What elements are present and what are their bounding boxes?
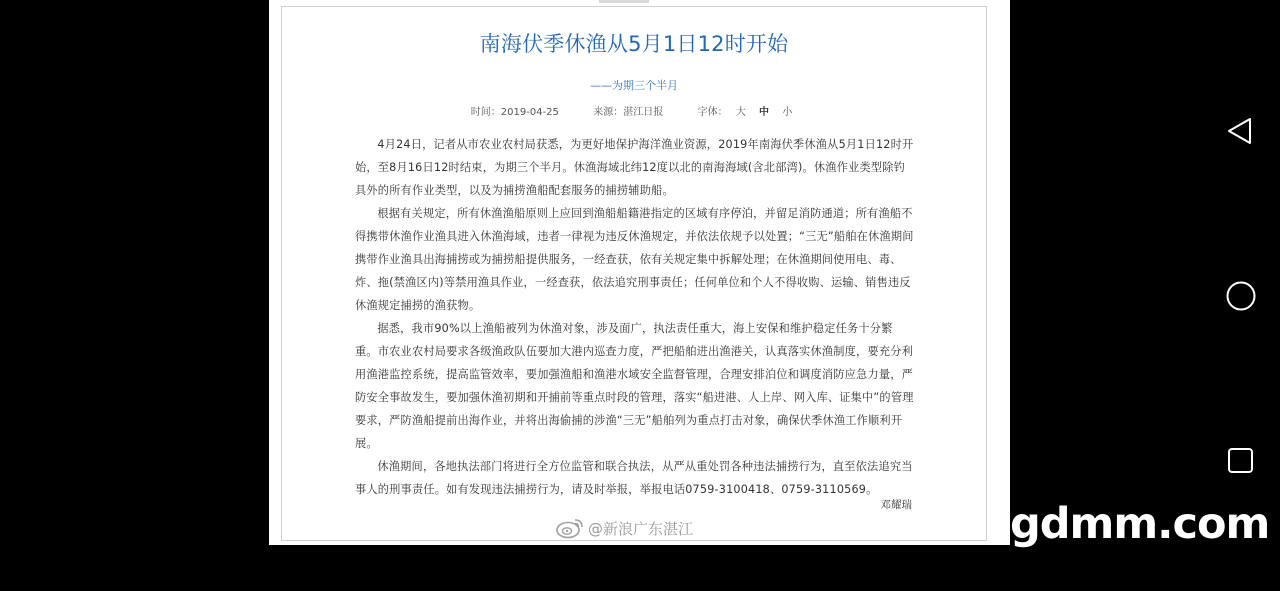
source-value: 湛江日报	[623, 107, 664, 118]
article-paragraph: 据悉，我市90%以上渔船被列为休渔对象，涉及面广，执法责任重大，海上安保和维护稳定任务十分繁重。市农业农村局要求各级渔政队伍要加大港内巡查力度，严把船舶进出渔港关，认真落实休渔制度，要充分利用渔港监控系统，提高监管效率，要加强渔船和渔港水域安全监督管理，合理安排泊位和调度消防应急力量，严防安全事故发生，要加强休渔初期和开捕前等重点时段的管理，落实“船进港、人上岸、网入库、证集中”的管理要求，严防渔船提前出海作业，并将出海偷捕的涉渔“三无”船舶列为重点打击对象，确保伏季休渔工作顺利开展。	[355, 322, 914, 450]
article-paragraph: 4月24日，记者从市农业农村局获悉，为更好地保护海洋渔业资源，2019年南海伏季休渔从5月1日12时开始，至8月16日12时结束，为期三个半月。休渔海域北纬12度以北的南海海域(含北部湾)。休渔作业类型除钓具外的所有作业类型，以及为捕捞渔船配套服务的捕捞辅助船。	[355, 138, 914, 197]
recents-square-icon	[1227, 447, 1255, 475]
article-paragraph: 休渔期间，各地执法部门将进行全方位监管和联合执法，从严从重处罚各种违法捕捞行为，直至依法追究当事人的刑事责任。如有发现违法捕捞行为，请及时举报，举报电话0759-3100418、0759-3110569。	[355, 460, 913, 496]
article-subtitle: ——为期三个半月	[590, 79, 678, 92]
article-body	[355, 133, 915, 501]
source-label: 来源：	[593, 107, 624, 118]
back-triangle-icon	[1226, 116, 1254, 146]
article-title: 南海伏季休渔从5月1日12时开始	[479, 32, 789, 56]
nav-home-button[interactable]	[1225, 280, 1257, 316]
article-paragraph: 根据有关规定，所有休渔渔船原则上应回到渔船船籍港指定的区域有序停泊，并留足消防通道；所有渔船不得携带休渔作业渔具进入休渔海域，违者一律视为违反休渔规定，并依法依规予以处置；“三无”船舶在休渔期间携带作业渔具出海捕捞或为捕捞船提供服务，一经查获，依有关规定集中拆解处理；在休渔期间使用电、毒、炸、拖(禁渔区内)等禁用渔具作业，一经查获，依法追究刑事责任；任何单位和个人不得收购、运输、销售违反休渔规定捕捞的渔获物。	[355, 207, 914, 312]
font-size-large-link[interactable]: 大	[735, 107, 746, 118]
article-author: 邓耀瑞	[880, 499, 912, 511]
site-brand-watermark: gdmm.com	[1010, 499, 1270, 549]
weibo-watermark	[555, 515, 693, 541]
time-value: 2019-04-25	[500, 107, 559, 118]
article-meta	[282, 103, 986, 118]
font-size-small-link[interactable]: 小	[782, 107, 793, 118]
article-card	[281, 6, 987, 541]
nav-back-button[interactable]	[1226, 116, 1254, 150]
weibo-icon	[555, 517, 585, 539]
page-top-divider	[599, 0, 649, 3]
font-size-medium-link[interactable]: 中	[759, 107, 770, 118]
home-circle-icon	[1225, 280, 1257, 312]
font-size-label: 字体：	[697, 107, 728, 118]
time-label: 时间：	[470, 107, 501, 118]
weibo-watermark-text: @新浪广东湛江	[588, 519, 694, 538]
nav-recents-button[interactable]	[1227, 447, 1255, 479]
